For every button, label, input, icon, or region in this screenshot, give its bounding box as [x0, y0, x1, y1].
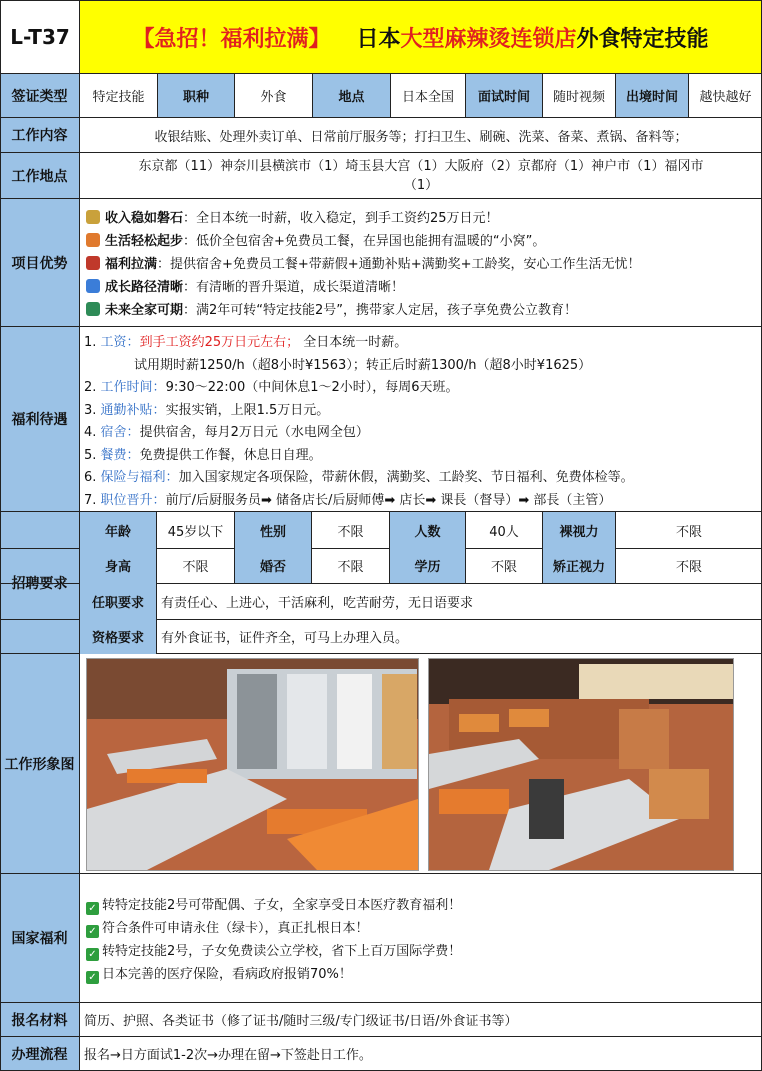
advantage-title: 生活轻松起步 — [105, 234, 184, 249]
national-benefits-label: 国家福利 — [0, 874, 80, 1002]
benefit-salary: 1. 工资：到手工资约25万日元左右； 全日本统一时薪。 — [84, 335, 408, 350]
requirements-row — [0, 512, 762, 654]
work-content-text: 收银结账、处理外卖订单、日常前厅服务等；打扫卫生、刷碗、洗菜、备菜、煮锅、备料等； — [154, 129, 688, 145]
process-row — [0, 1037, 762, 1071]
restaurant-photo-2 — [428, 658, 734, 871]
req-row-1 — [0, 512, 762, 549]
process-text: 报名→日方面试1-2次→办理在留→下签赴日工作。 — [84, 1048, 372, 1063]
checkbox-icon: ✓ — [86, 925, 99, 938]
corrected-vision-key: 矫正视力 — [543, 548, 616, 583]
duty-value: 有责任心、上进心，干活麻利，吃苦耐劳，无日语要求 — [161, 595, 474, 611]
materials-text: 简历、护照、各类证书（修了证书/随时三级/专门级证书/日语/外食证书等） — [84, 1014, 518, 1029]
process-label: 办理流程 — [0, 1037, 80, 1070]
advantage-item — [86, 299, 762, 322]
visa-value: 特定技能 — [80, 74, 158, 117]
national-benefit-text: 转特定技能2号可带配偶、子女，全家享受日本医疗教育福利！ — [102, 898, 462, 913]
interview-key: 面试时间 — [466, 74, 543, 117]
age-value: 45岁以下 — [157, 512, 235, 548]
national-benefits-list — [80, 874, 762, 1002]
title-job: 外食特定技能 — [576, 26, 709, 52]
materials-row — [0, 1003, 762, 1037]
advantage-text: ：提供宿舍+免费员工餐+带薪假+通勤补贴+满勤奖+工龄奖，安心工作生活无忧！ — [157, 257, 641, 272]
work-location-row — [0, 153, 762, 199]
advantages-list — [80, 199, 762, 326]
benefit-salary-detail: 试用期时薪1250/h（超8小时¥1563）；转正后时薪1300/h（超8小时¥1625） — [134, 357, 592, 373]
advantage-title: 收入稳如磐石 — [105, 211, 184, 226]
location-value: 日本全国 — [391, 74, 466, 117]
checkbox-icon: ✓ — [86, 971, 99, 984]
visa-label: 签证类型 — [0, 74, 80, 117]
national-benefit-item — [86, 894, 762, 917]
work-location-line1: 东京都（11）神奈川县横滨市（1）埼玉县大宫（1）大阪府（2）京都府（1）神户市（1）福冈市 — [138, 159, 704, 174]
advantage-item — [86, 253, 762, 276]
calendar-icon — [86, 256, 100, 270]
advantage-item — [86, 207, 762, 230]
advantage-text: ：低价全包宿舍+免费员工餐，在异国也能拥有温暖的“小窝”。 — [183, 234, 546, 249]
job-type-value: 外食 — [235, 74, 313, 117]
work-location-line2: （1） — [403, 178, 439, 193]
age-key: 年龄 — [80, 512, 157, 548]
count-value: 40人 — [466, 512, 543, 548]
national-benefit-item — [86, 917, 762, 940]
benefits-label: 福利待遇 — [0, 327, 80, 511]
images-row — [0, 654, 762, 874]
advantage-item — [86, 230, 762, 253]
work-content-row — [0, 118, 762, 153]
checkbox-icon: ✓ — [86, 902, 99, 915]
vision-key: 裸视力 — [543, 512, 616, 548]
checkbox-icon: ✓ — [86, 948, 99, 961]
work-location-label: 工作地点 — [0, 153, 80, 198]
advantage-text: ：有清晰的晋升渠道，成长渠道清晰！ — [183, 280, 405, 295]
advantage-text: ：全日本统一时薪，收入稳定，到手工资约25万日元！ — [183, 211, 499, 226]
req-row-4 — [0, 619, 762, 654]
advantage-item — [86, 276, 762, 299]
job-title — [80, 0, 762, 74]
education-key: 学历 — [390, 548, 466, 583]
benefit-meals: 5. 餐费：免费提供工作餐，休息日自理。 — [84, 447, 322, 463]
work-location-text — [80, 153, 762, 198]
job-type-key: 职种 — [158, 74, 235, 117]
title-company: 大型麻辣烫连锁店 — [400, 26, 577, 52]
benefit-commute: 3. 通勤补贴：实报实销，上限1.5万日元。 — [84, 402, 330, 418]
qualification-key: 资格要求 — [80, 619, 157, 654]
interview-value: 随时视频 — [543, 74, 616, 117]
frame-left — [0, 0, 1, 1071]
restaurant-photo-1 — [86, 658, 419, 871]
education-value: 不限 — [466, 548, 543, 583]
title-country: 日本 — [356, 26, 401, 52]
visa-row — [0, 74, 762, 118]
marriage-key: 婚否 — [235, 548, 312, 583]
advantage-text: ：满2年可转“特定技能2号”，携带家人定居，孩子享免费公立教育！ — [183, 303, 578, 318]
benefits-list — [80, 327, 762, 511]
materials-label: 报名材料 — [0, 1003, 80, 1036]
gender-key: 性别 — [235, 512, 312, 548]
count-key: 人数 — [390, 512, 466, 548]
chart-icon — [86, 279, 100, 293]
advantage-title: 福利拉满 — [105, 257, 158, 272]
advantages-label: 项目优势 — [0, 199, 80, 326]
vision-value: 不限 — [675, 524, 702, 540]
location-key: 地点 — [313, 74, 391, 117]
benefit-insurance: 6. 保险与福利：加入国家规定各项保险，带薪休假，满勤奖、工龄奖、节日福利、免费体检等。 — [84, 470, 634, 485]
height-key: 身高 — [80, 548, 157, 583]
depart-value: 越快越好 — [699, 90, 752, 105]
work-content-label: 工作内容 — [0, 118, 80, 152]
money-bag-icon — [86, 210, 100, 224]
depart-key: 出境时间 — [616, 74, 689, 117]
req-row-2 — [0, 548, 762, 584]
requirements-label: 招聘要求 — [0, 512, 80, 653]
national-benefit-item — [86, 963, 762, 986]
benefit-promotion: 7. 职位晋升：前厅/后厨服务员➡ 储备店长/后厨师傅➡ 店长➡ 课長（督导）➡ 部長（主管） — [84, 492, 612, 508]
national-benefit-item — [86, 940, 762, 963]
gender-value: 不限 — [312, 512, 390, 548]
house-icon — [86, 233, 100, 247]
corrected-vision-value: 不限 — [675, 560, 702, 575]
req-row-3 — [0, 583, 762, 620]
national-benefit-text: 符合条件可申请永住（绿卡），真正扎根日本！ — [102, 921, 369, 936]
title-urgent: 【急招！福利拉满】 — [132, 26, 331, 52]
national-benefit-text: 转特定技能2号，子女免费读公立学校，省下上百万国际学费！ — [102, 944, 462, 959]
advantages-row — [0, 199, 762, 327]
duty-key: 任职要求 — [80, 583, 157, 619]
qualification-value: 有外食证书，证件齐全，可马上办理入员。 — [161, 631, 409, 646]
national-benefit-text: 日本完善的医疗保险，看病政府报销70%！ — [102, 967, 352, 982]
job-code: L-T37 — [0, 0, 80, 74]
advantage-title: 未来全家可期 — [105, 303, 184, 318]
benefits-row — [0, 327, 762, 512]
advantage-title: 成长路径清晰 — [105, 280, 184, 295]
marriage-value: 不限 — [312, 548, 390, 583]
globe-icon — [86, 302, 100, 316]
height-value: 不限 — [157, 548, 235, 583]
benefit-dorm: 4. 宿舍：提供宿舍，每月2万日元（水电网全包） — [84, 425, 369, 440]
images-label: 工作形象图 — [0, 654, 80, 873]
benefit-hours: 2. 工作时间：9:30～22:00（中间休息1～2小时），每周6天班。 — [84, 380, 459, 395]
national-benefits-row — [0, 874, 762, 1003]
